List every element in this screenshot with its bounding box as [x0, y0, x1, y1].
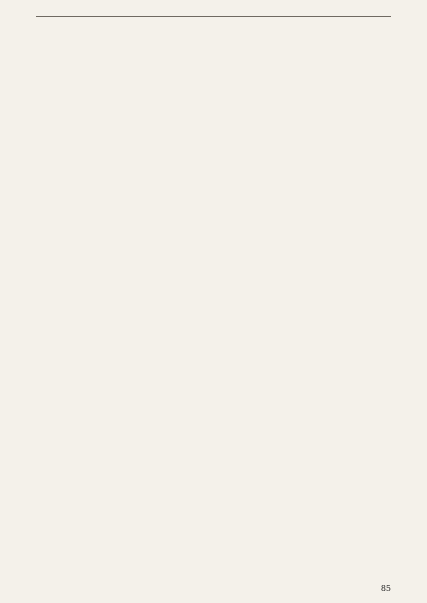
- page-number: 85: [380, 584, 391, 593]
- article-body: [36, 36, 391, 577]
- running-head: [36, 13, 391, 17]
